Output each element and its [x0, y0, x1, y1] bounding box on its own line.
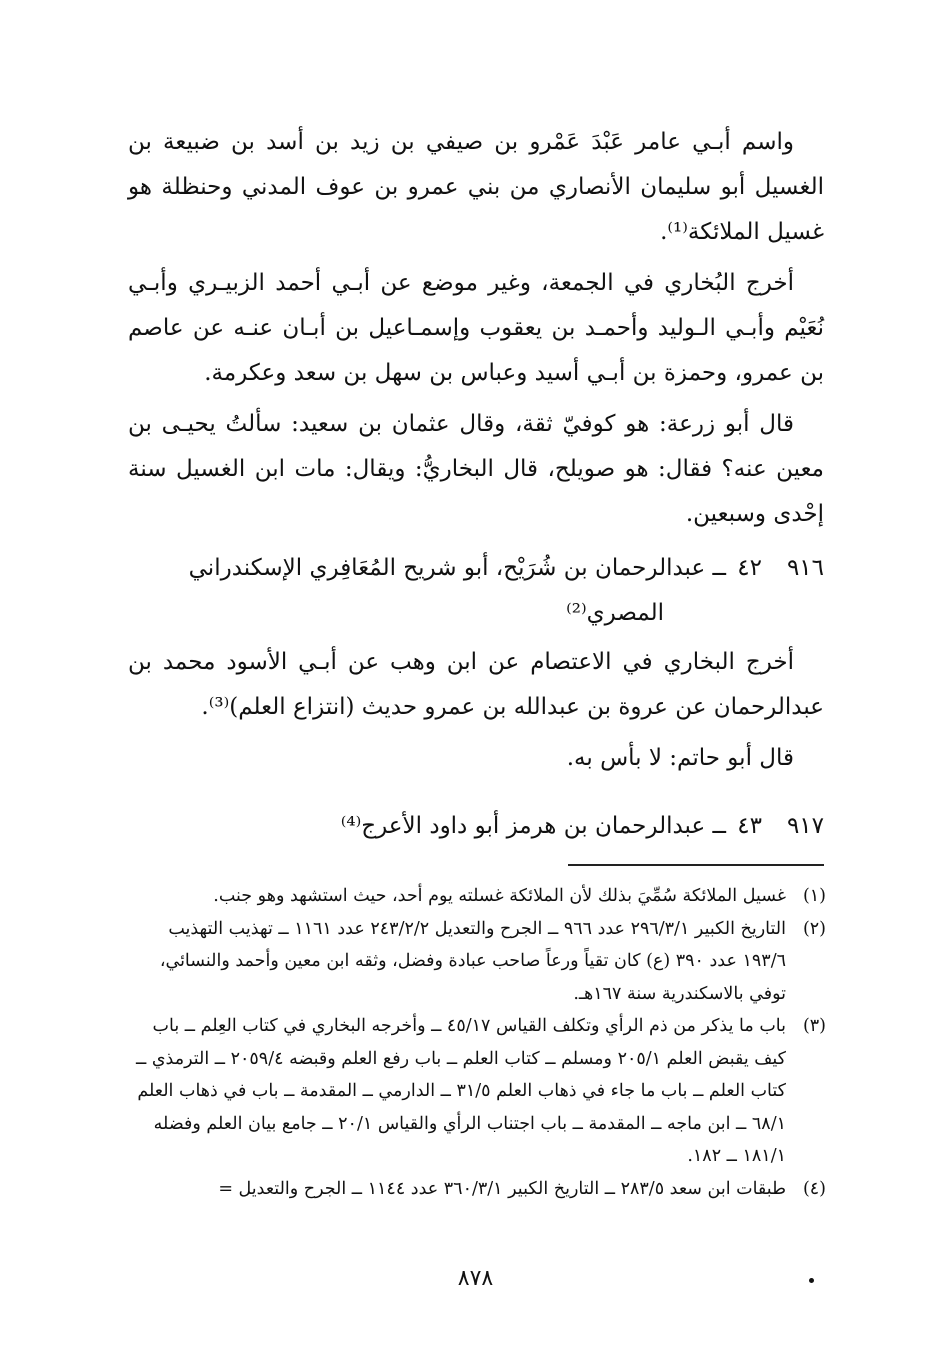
- page-number: ٨٧٨: [457, 1266, 494, 1291]
- footnote: [120, 880, 826, 913]
- page-mark: [809, 1278, 814, 1283]
- footnote: [120, 913, 826, 1011]
- entry-subnumber: ٤٢: [737, 555, 762, 581]
- paragraph: واسم أبـي عامر عَبْدَ عَمْرو بن صيفي بن زيد بن أسد بن ضبيعة بن الغسيل أبو سليمان الأنصاري من بني عمرو بن عوف المدني وحنظلة هو غسيل الملائكة⁽¹⁾.: [128, 129, 824, 245]
- footnote: [120, 1173, 826, 1206]
- footnote-separator: [568, 864, 824, 866]
- entry-heading: ــ عبدالرحمان بن هرمز أبو داود الأعرج⁽⁴⁾: [340, 813, 726, 839]
- footnote-number: (١): [802, 886, 826, 906]
- paragraph: أخرج البخاري في الاعتصام عن ابن وهب عن أبـي الأسود محمد بن عبدالرحمان عن عروة بن عبدالله بن عمرو حديث (انتزاع العلم)⁽³⁾.: [128, 649, 824, 720]
- entry-subnumber: ٤٣: [737, 813, 762, 839]
- entry-number: ٩١٧: [786, 813, 824, 839]
- footnote-number: (٤): [802, 1178, 826, 1199]
- footnote-number: (٢): [802, 918, 826, 939]
- footnote: [120, 1010, 826, 1173]
- footnote-text: طبقات ابن سعد ٢٨٣/٥ ــ التاريخ الكبير ٣٦٠/٣/١ عدد ١١٤٤ ــ الجرح والتعديل =: [218, 1178, 786, 1199]
- footnote-text: التاريخ الكبير ٢٩٦/٣/١ عدد ٩٦٦ ــ الجرح والتعديل ٢٤٣/٢/٢ عدد ١١٦١ ــ تهذيب التهذيب ١٩٣/٦ عدد ٣٩٠ (ع) كان تقياً ورعاً صاحب عبادة وفضل، وثقه ابن معين وأحمد والنسائي، توفي بالاسكندرية سنة ١٦٧هـ.: [159, 918, 786, 1004]
- paragraph: أخرج البُخاري في الجمعة، وغير موضع عن أبـي أحمد الزبيـري وأبـي نُعَيْم وأبـي الـوليد وأحمـد بن يعقوب وإسمـاعيل بن أبـان عنـه عن عاصم بن عمرو، وحمزة بن أبـي أسيد وعباس بن سهل بن سعد وعكرمة.: [128, 270, 824, 386]
- paragraph: قال أبو زرعة: هو كوفيّ ثقة، وقال عثمان بن سعيد: سألتُ يحيـى بن معين عنه؟ فقال: هو صويلح، قال البخاريُّ: ويقال: مات ابن الغسيل سنة إحْدى وسبعين.: [128, 411, 824, 527]
- footnote-number: (٣): [802, 1016, 826, 1036]
- body-block-1: [128, 120, 824, 543]
- footnotes: [120, 880, 826, 1205]
- body-block-2: [128, 640, 824, 787]
- paragraph: قال أبو حاتم: لا بأس به.: [566, 745, 794, 771]
- entry-917: [128, 804, 824, 849]
- footnote-text: باب ما يذكر من ذم الرأي وتكلف القياس ٤٥/١٧ ــ وأخرجه البخاري في كتاب العِلم ــ باب كيف يقبض العلم ٢٠٥/١ ومسلم ــ كتاب العلم ــ باب رفع العلم وقبضه ٢٠٥٩/٤ ــ الترمذي ــ كتاب العلم ــ باب ما جاء في ذهاب العلم ٣١/٥ ــ الدارمي ــ المقدمة ــ باب في ذهاب العلم ٦٨/١ ــ ابن ماجه ــ المقدمة ــ باب اجتناب الرأي والقياس ٢٠/١ ــ جامع بيان العلم وفضله ١٨١/١ ــ ١٨٢.: [136, 1016, 786, 1166]
- entry-number: ٩١٦: [786, 555, 824, 581]
- entry-heading: ــ عبدالرحمان بن شُرَيْح، أبو شريح المُعَافِري الإسكندراني: [188, 555, 726, 581]
- footnote-text: غسيل الملائكة سُمِّيَ بذلك لأن الملائكة غسلته يوم أحد، حيث استشهد وهو جنب.: [213, 886, 786, 906]
- entry-heading-continuation: المصري⁽²⁾: [566, 600, 664, 626]
- entry-916: [128, 546, 824, 636]
